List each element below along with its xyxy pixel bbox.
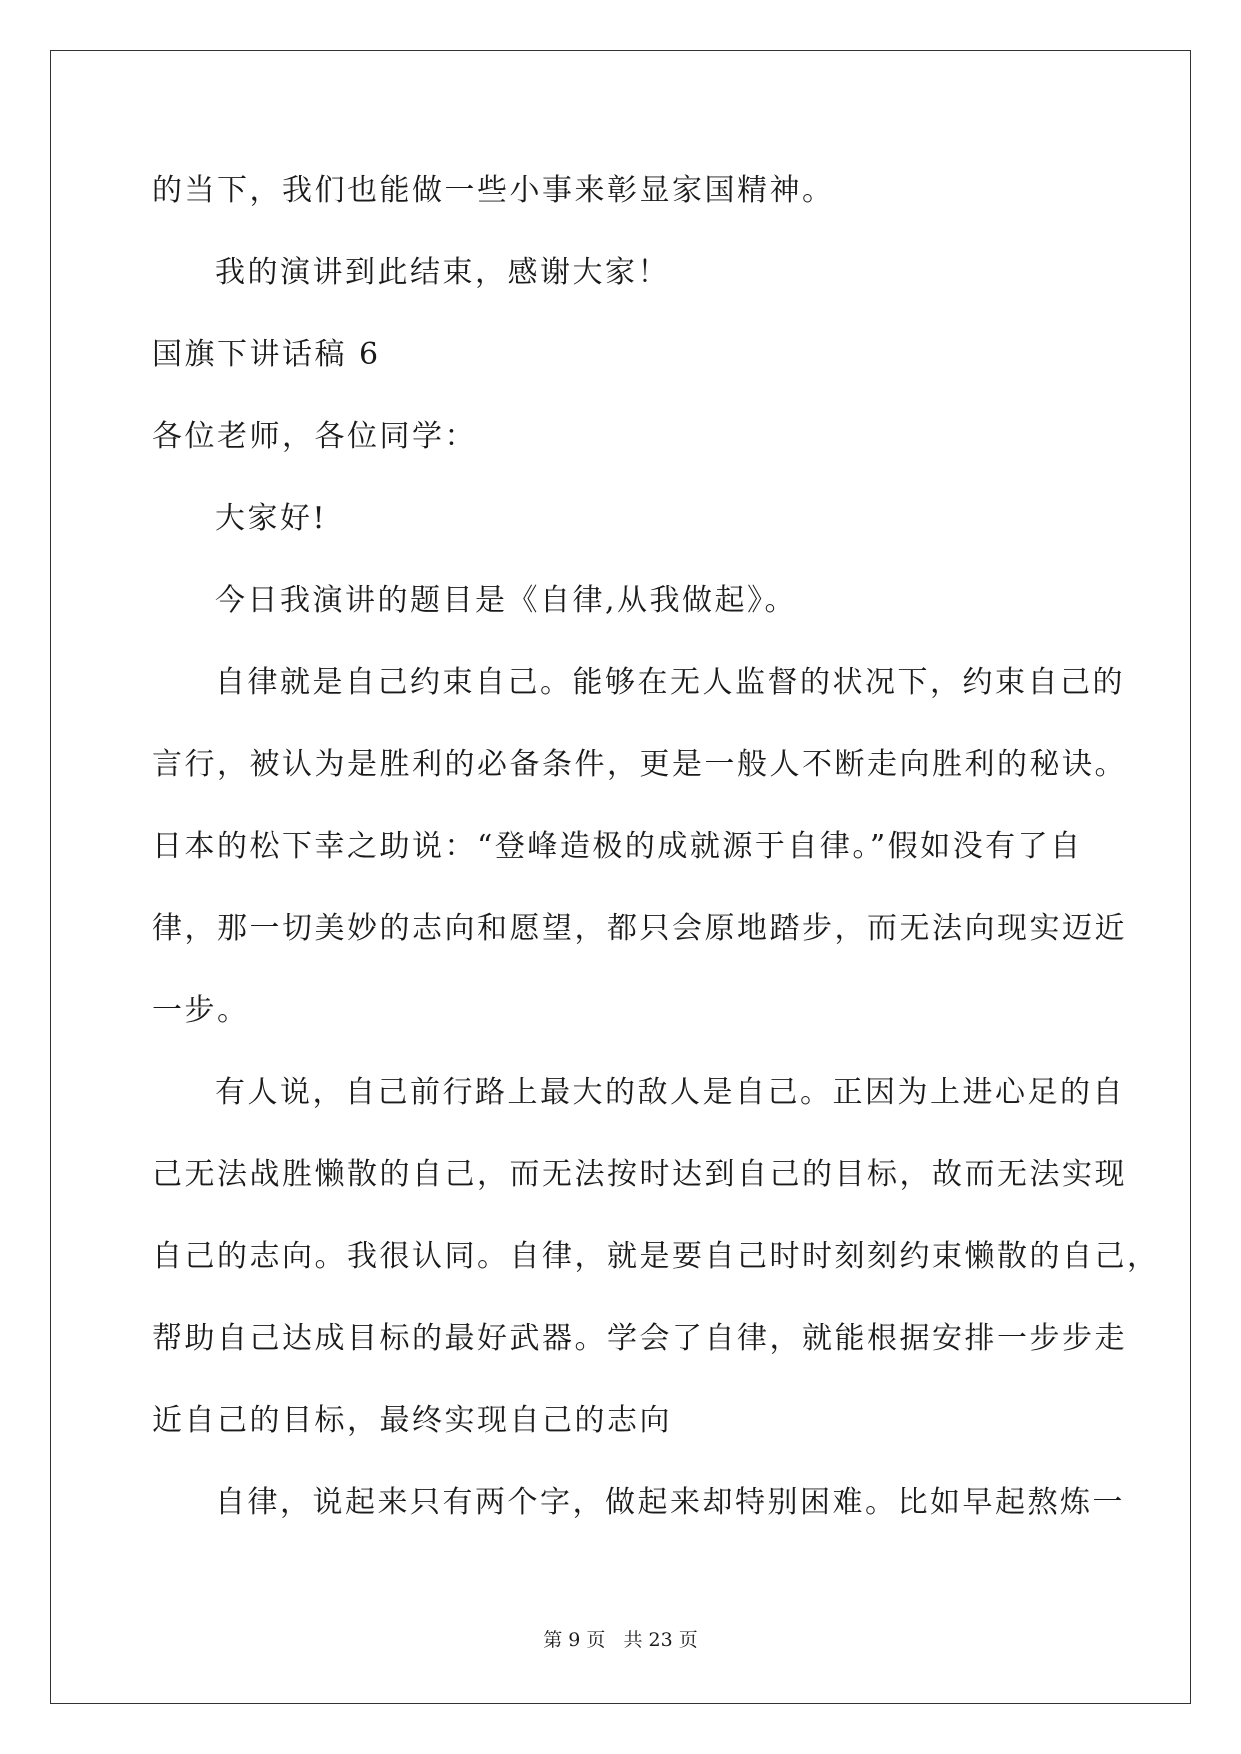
page-border <box>50 50 1191 1704</box>
paragraph-line: 己无法战胜懒散的自己，而无法按时达到自己的目标，故而无法实现 <box>152 1157 1127 1192</box>
paragraph-line: 帮助自己达成目标的最好武器。学会了自律，就能根据安排一步步走 <box>152 1321 1127 1356</box>
salutation: 各位老师，各位同学： <box>152 419 477 454</box>
paragraph-line: 自律，说起来只有两个字，做起来却特别困难。比如早起熬炼一 <box>215 1485 1125 1520</box>
paragraph-line: 一步。 <box>152 993 250 1028</box>
page-number-footer: 第 9 页 共 23 页 <box>543 1629 698 1651</box>
paragraph-line: 日本的松下幸之助说：“登峰造极的成就源于自律。”假如没有了自 <box>152 829 1083 864</box>
paragraph-line: 今日我演讲的题目是《自律,从我做起》。 <box>215 583 798 618</box>
paragraph-line: 自律就是自己约束自己。能够在无人监督的状况下，约束自己的 <box>215 665 1125 700</box>
paragraph-line: 近自己的目标，最终实现自己的志向 <box>152 1403 672 1438</box>
paragraph-line: 律，那一切美妙的志向和愿望，都只会原地踏步，而无法向现实迈近 <box>152 911 1127 946</box>
paragraph-line: 自己的志向。我很认同。自律，就是要自己时时刻刻约束懒散的自己， <box>152 1239 1160 1274</box>
paragraph-line: 我的演讲到此结束，感谢大家！ <box>215 255 670 290</box>
greeting: 大家好! <box>215 501 328 536</box>
paragraph-line: 言行，被认为是胜利的必备条件，更是一般人不断走向胜利的秘诀。 <box>152 747 1127 782</box>
paragraph-line: 有人说，自己前行路上最大的敌人是自己。正因为上进心足的自 <box>215 1075 1125 1110</box>
paragraph-line: 的当下，我们也能做一些小事来彰显家国精神。 <box>152 173 835 208</box>
section-heading: 国旗下讲话稿 6 <box>152 337 381 372</box>
